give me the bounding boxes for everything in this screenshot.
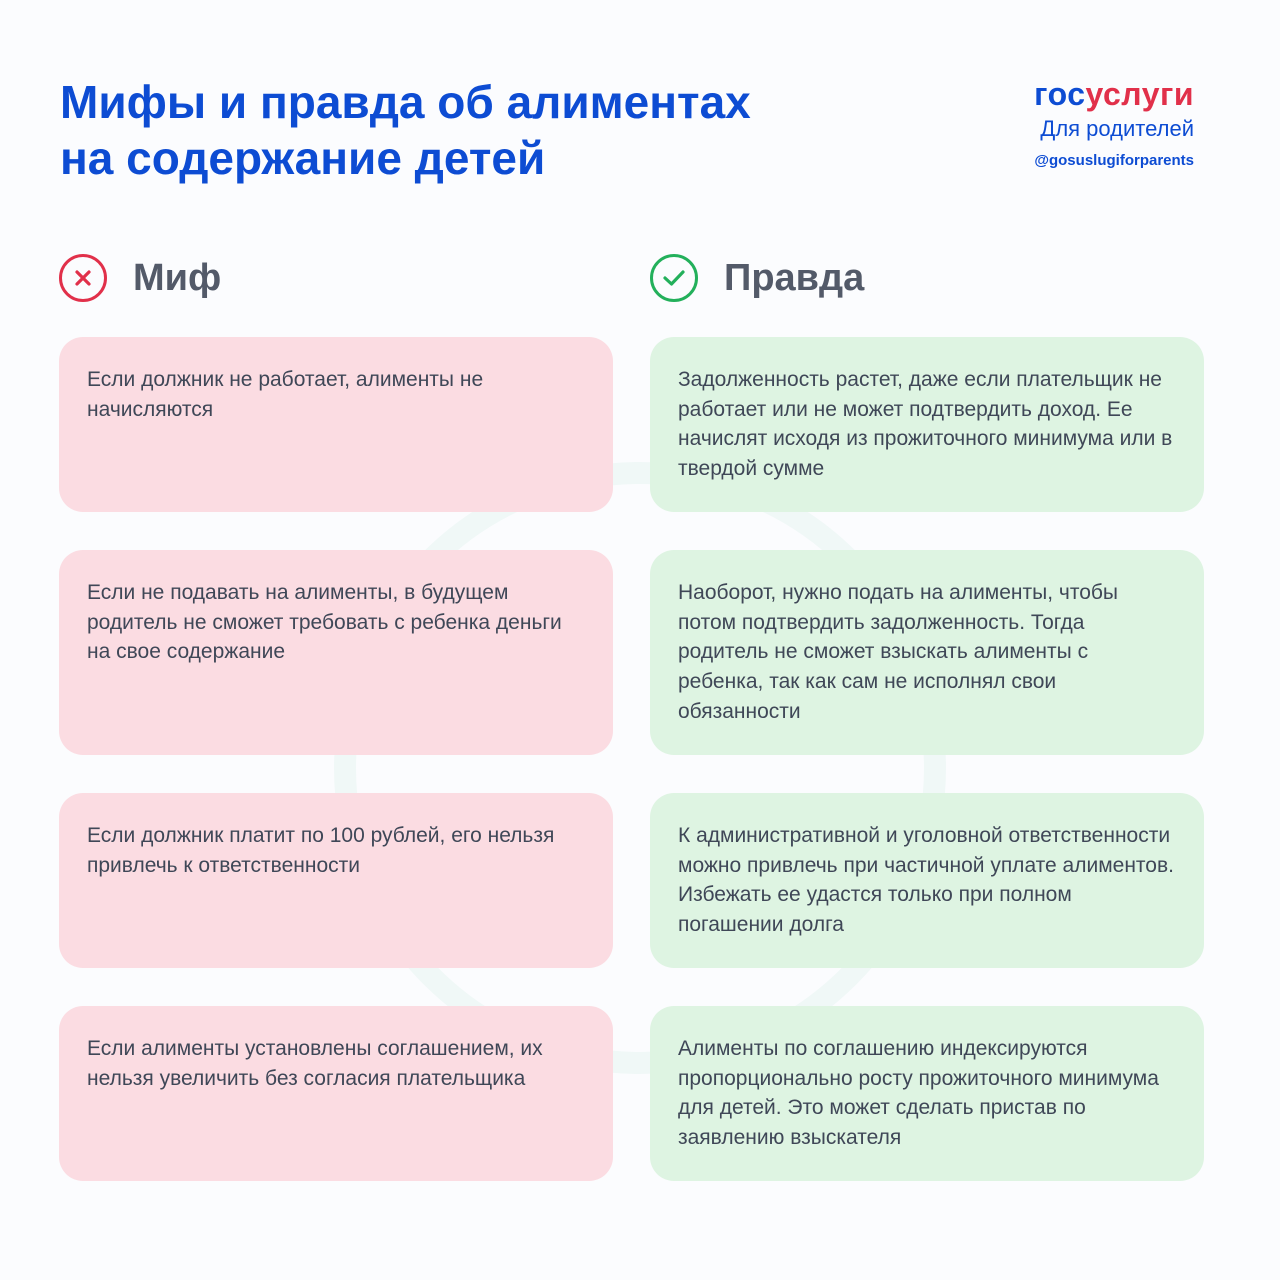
myth-card-4: Если алименты установлены соглашением, их нельзя увеличить без согласия плательщика: [59, 1006, 613, 1181]
truth-card-4: Алименты по соглашению индексируются пропорционально росту прожиточного минимума для детей. Это может сделать пристав по заявлению взыскателя: [650, 1006, 1204, 1181]
myth-column-label: Миф: [133, 256, 222, 299]
page-title: [60, 74, 780, 186]
gosuslugi-logo: [1034, 76, 1194, 112]
myth-card-3: Если должник платит по 100 рублей, его нельзя привлечь к ответственности: [59, 793, 613, 968]
truth-column-header: [650, 250, 864, 306]
logo-part-uslugi: услуги: [1085, 76, 1194, 112]
brand-block: [1034, 76, 1194, 174]
truth-card-3: К административной и уголовной ответственности можно привлечь при частичной уплате алиментов. Избежать ее удастся только при полном погашении долга: [650, 793, 1204, 968]
check-circle-icon: [650, 254, 698, 302]
truth-card-2: Наоборот, нужно подать на алименты, чтобы потом подтвердить задолженность. Тогда родитель не сможет взыскать алименты с ребенка, так как сам не исполнял свои обязанности: [650, 550, 1204, 755]
myth-column-header: [59, 250, 221, 306]
truth-card-1: Задолженность растет, даже если плательщик не работает или не может подтвердить доход. Ее начислят исходя из прожиточного минимума или в твердой сумме: [650, 337, 1204, 512]
brand-subtitle: Для родителей: [1040, 116, 1194, 141]
page-title-line-2: на содержание детей: [60, 132, 546, 184]
cross-circle-icon: [59, 254, 107, 302]
logo-part-gos: гос: [1034, 76, 1086, 112]
page-title-line-1: Мифы и правда об алиментах: [60, 76, 751, 128]
myth-card-2: Если не подавать на алименты, в будущем родитель не сможет требовать с ребенка деньги на свое содержание: [59, 550, 613, 755]
truth-column-label: Правда: [724, 256, 865, 299]
brand-handle: @gosuslugiforparents: [1034, 152, 1194, 169]
myth-card-1: Если должник не работает, алименты не начисляются: [59, 337, 613, 512]
